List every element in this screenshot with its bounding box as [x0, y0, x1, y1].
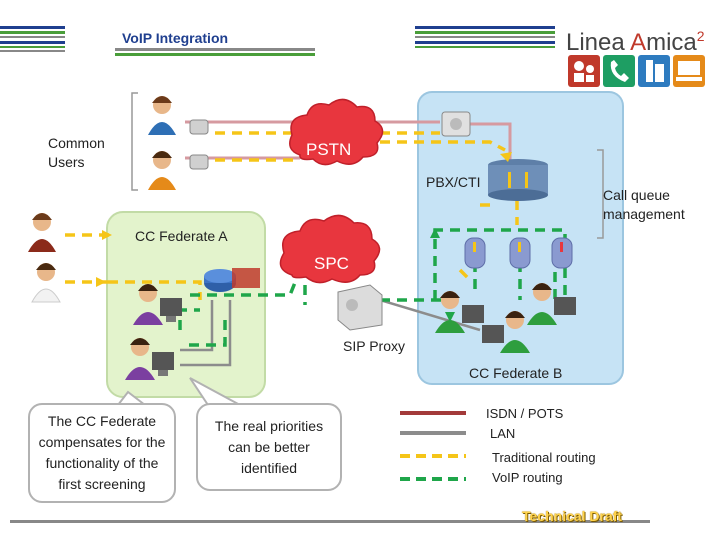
phone-handset-1	[190, 120, 208, 134]
queue-cylinders	[465, 238, 572, 268]
legend-isdn-label: ISDN / POTS	[486, 406, 564, 421]
logo-word-2-accent: A	[630, 29, 647, 56]
logo-icons	[568, 55, 705, 87]
caller-2	[32, 263, 60, 302]
header-stripes-right	[415, 26, 555, 48]
pstn-label: PSTN	[306, 140, 352, 159]
callout-first-screening: The CC Federate compensates for the functionality of the first screening	[28, 403, 176, 503]
caller-1	[28, 213, 56, 252]
common-users-label: Common Users	[48, 135, 105, 170]
pbx-cti-device	[488, 159, 548, 201]
cc-federate-b-label: CC Federate B	[469, 365, 563, 381]
legend-lan-label: LAN	[490, 426, 516, 441]
cc-federate-a-label: CC Federate A	[135, 228, 228, 244]
brand-logo	[566, 28, 705, 57]
callout-real-priorities: The real priorities can be better identified	[196, 403, 342, 491]
legend-voip-label: VoIP routing	[492, 470, 563, 485]
desk-phone	[442, 112, 470, 136]
spc-label: SPC	[314, 254, 349, 273]
sip-proxy-server	[338, 285, 382, 330]
logo-word-1: Linea	[566, 29, 625, 56]
phone-handset-2	[190, 155, 208, 169]
sip-proxy-label: SIP Proxy	[343, 338, 405, 354]
logo-superscript: 2	[696, 28, 705, 44]
call-queue-label: Call queue management	[603, 187, 685, 222]
page-title: VoIP Integration	[122, 30, 229, 46]
common-users-bracket	[132, 93, 138, 190]
legend-traditional-label: Traditional routing	[492, 450, 596, 465]
legend-lines	[400, 413, 466, 479]
logo-word-2-rest: mica	[646, 29, 697, 56]
common-user-2	[148, 151, 176, 190]
technical-draft-badge: Technical Draft	[522, 508, 623, 524]
common-user-1	[148, 96, 176, 135]
pbx-cti-label: PBX/CTI	[426, 174, 481, 190]
